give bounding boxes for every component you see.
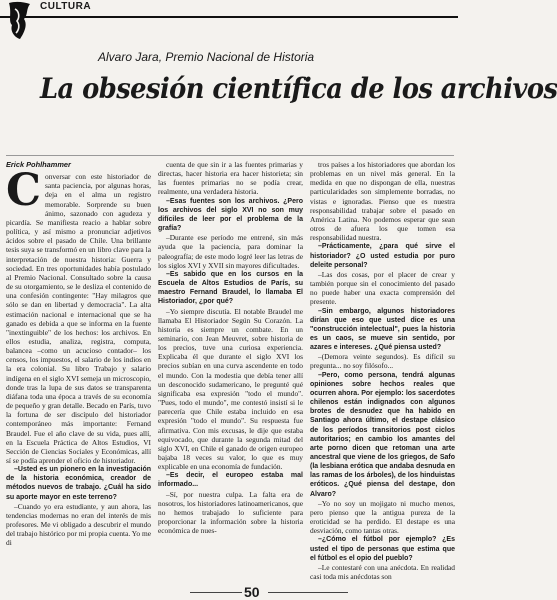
article-paragraph: –Durante ese período me entrené, sin más ayuda que la paciencia, para dominar la paleografía; de este modo logré leer las letras de los siglos XVI y XVII sin mayores dificultades. (158, 233, 303, 270)
section-logo-icon (6, 1, 32, 41)
article-paragraph: –Le contestaré con una anécdota. En realidad casi toda mis anécdotas son (310, 562, 455, 582)
article-paragraph: –Yo siempre discutía. El notable Braudel me llamaba El Historiador Según Su Corazón. La historia es siempre un combate. En un seminario, con Jean Meuvret, sobre historia de los precios, tuve una curiosa experiencia. Explicaba él que durante el siglo XVI los precios subían en una curva ascendente en todo el mundo. Con la modestia que debía tener allí un desconocido sudamericano, le pregunté qué significaba esa expresión "todo el mundo". "Pues, todo el mundo", me contestó insistí si le parecería que Chile estaba incluido en esa expresión "todo el mundo". Su respuesta fue afirmativa. Con mis excusas, le dije que estaba equivocado, que durante la segunda mitad del siglo XVI, en Chile el ganado de origen europeo bajaba 18 veces su valor, lo que es muy explicable en una economía de fundación. (158, 306, 303, 472)
article-paragraph: –(Demora veinte segundos). Es difícil su pregunta... no soy filósofo... (310, 352, 455, 371)
text-column-3 (310, 160, 455, 588)
interview-question: –Prácticamente, ¿para qué sirve el historiador? ¿O usted estudia por puro deleite personal? (310, 243, 455, 269)
interview-question: –Esas fuentes son los archivos. ¿Pero los archivos del siglo XVI no son muy difíciles de leer por el problema de la grafía? (158, 197, 303, 233)
headline-divider (6, 155, 454, 156)
article-byline: Erick Pohlhammer (6, 160, 71, 169)
folio-rule-right (268, 592, 348, 593)
interview-question: –Es decir, el europeo estaba mal informado... (158, 472, 303, 489)
drop-cap: C (6, 165, 42, 217)
article-paragraph: –Cuando yo era estudiante, y aun ahora, las tendencias modernas no eran del interés de mis profesores. Me vi obligado a descubrir el mundo del trabajo histórico por mi propia cuenta. Yo me di (6, 501, 151, 548)
article-paragraph: onversar con este historiador de santa paciencia, por algunas horas, deja en el alma un registro memorable. Sorprende su buen ánimo, sazonado con agudeza y picardía. Se manifiesta reacio a hablar sobre política, y así mismo a pronunciar adjetivos ácidos sobre el pasado de Chile. Una brillante tesis suya se transformó en un libro clave para la interpretación de nuestra historia: Guerra y sociedad. En tres oportunidades había postulado al Premio Nacional. Consultado sobre la causa de su otorgamiento, se le desliza el contenido de una confesión contingente: "Hay milagros que sólo se dan en libertad y democracia". La alta estimación nacional e internacional que se ha ganado es debida a que se informa en la fuente "inextinguible" de los hechos: los archivos. En ellos estudia, analiza, registra, computa, balancea –como un acucioso contador– los censos, los impuestos, el salario de los indios en la era colonial. Su libro Trabajo y salario indígena en el siglo XVI semeja un microscopio, donde tras la lupa de sus datos se transparenta diáfana toda una época a través de su economía de pequeño y gran detalle. Becado en París, tuvo la fortuna de ser discípulo del historiador contemporáneo más importante: Fernand Braudel. Fue el año clave de su vida, pues allí, en la Escuela Práctica de Altos Estudios, VI Sección de Ciencias Sociales y Económicas, allí sí se podía aprender el oficio de historiador. (6, 172, 151, 465)
interview-question: –Usted es un pionero en la investigación de la historia económica, creador de métodos nuevos de trabajo. ¿Cuál ha sido su aporte mayor en este terreno? (6, 466, 151, 501)
article-paragraph: –Sí, por nuestra culpa. La falta era de nosotros, los historiadores latinoamericanos, que no hemos trabajado lo suficiente para proporcionar la información sobre la historia económica de nues- (158, 489, 303, 536)
column-3-body (310, 160, 455, 581)
folio-rule-left (190, 592, 242, 593)
article-paragraph: –Las dos cosas, por el placer de crear y también porque sin el conocimiento del pasado no puede haber una exacta comprensión del presente. (310, 269, 455, 307)
article-kicker: Alvaro Jara, Premio Nacional de Historia (98, 50, 315, 64)
article-headline: La obsesión científica de los archivos (40, 72, 557, 105)
interview-question: –Es sabido que en los cursos en la Escuela de Altos Estudios de París, su maestro Fernand Braudel, lo llamaba El Historiador, ¿por qué? (158, 270, 303, 306)
column-1-body (6, 165, 151, 548)
section-label: CULTURA (40, 1, 92, 12)
interview-question: –¿Cómo el fútbol por ejemplo? ¿Es usted el tipo de personas que estima que el fútbol es el opio del pueblo? (310, 536, 455, 562)
section-header (0, 0, 458, 18)
page-number: 50 (244, 584, 260, 600)
article-paragraph: cuenta de que sin ir a las fuentes primarias y directas, hacer historia era hacer historieta; sin las fuentes primarias no se podía crear, realmente, una verdadera historia. (158, 160, 303, 197)
column-2-body (158, 160, 303, 535)
text-column-1 (6, 160, 151, 588)
interview-question: –Pero, como persona, tendrá algunas opiniones sobre hechos reales que ocurren ahora. Por ejemplo: los sacerdotes chilenos están indignados con algunos brotes de desnudez que ha habido en Santiago ahora último, el destape clásico de los períodos transitorios post ciclos autoritarios; en cambio los amantes del arte porno dicen que retoman una arte ancestral que viene de los griegos, de Safo (la lesbiana erótica que andaba desnuda en las ramas de los árboles), de los hinduistas eróticos. ¿Qué piensa del destape, don Alvaro? (310, 371, 455, 498)
text-column-2 (158, 160, 303, 588)
article-paragraph: tros países a los historiadores que abordan los problemas en un nivel más general. En la medida en que no dispongan de ella, nuestras particularidades son simplemente borradas, no vistas e ignoradas. Pienso que es nuestra responsabilidad trabajar sobre el pasado en América Latina. No podemos esperar que sean otros de afuera los que tomen esa responsabilidad nuestra. (310, 160, 455, 243)
interview-question: –Sin embargo, algunos historiadores dirían que eso que usted dice es una "construcción intelectual", pues la historia es un caos, se mueve sin sentido, por azares e intereses. ¿Qué piensa usted? (310, 307, 455, 352)
article-paragraph: –Yo no soy un mojigato ni mucho menos, pero pienso que la antigua pureza de la eroticidad se ha perdido. El destape es una desviación, como tantas otras. (310, 498, 455, 536)
